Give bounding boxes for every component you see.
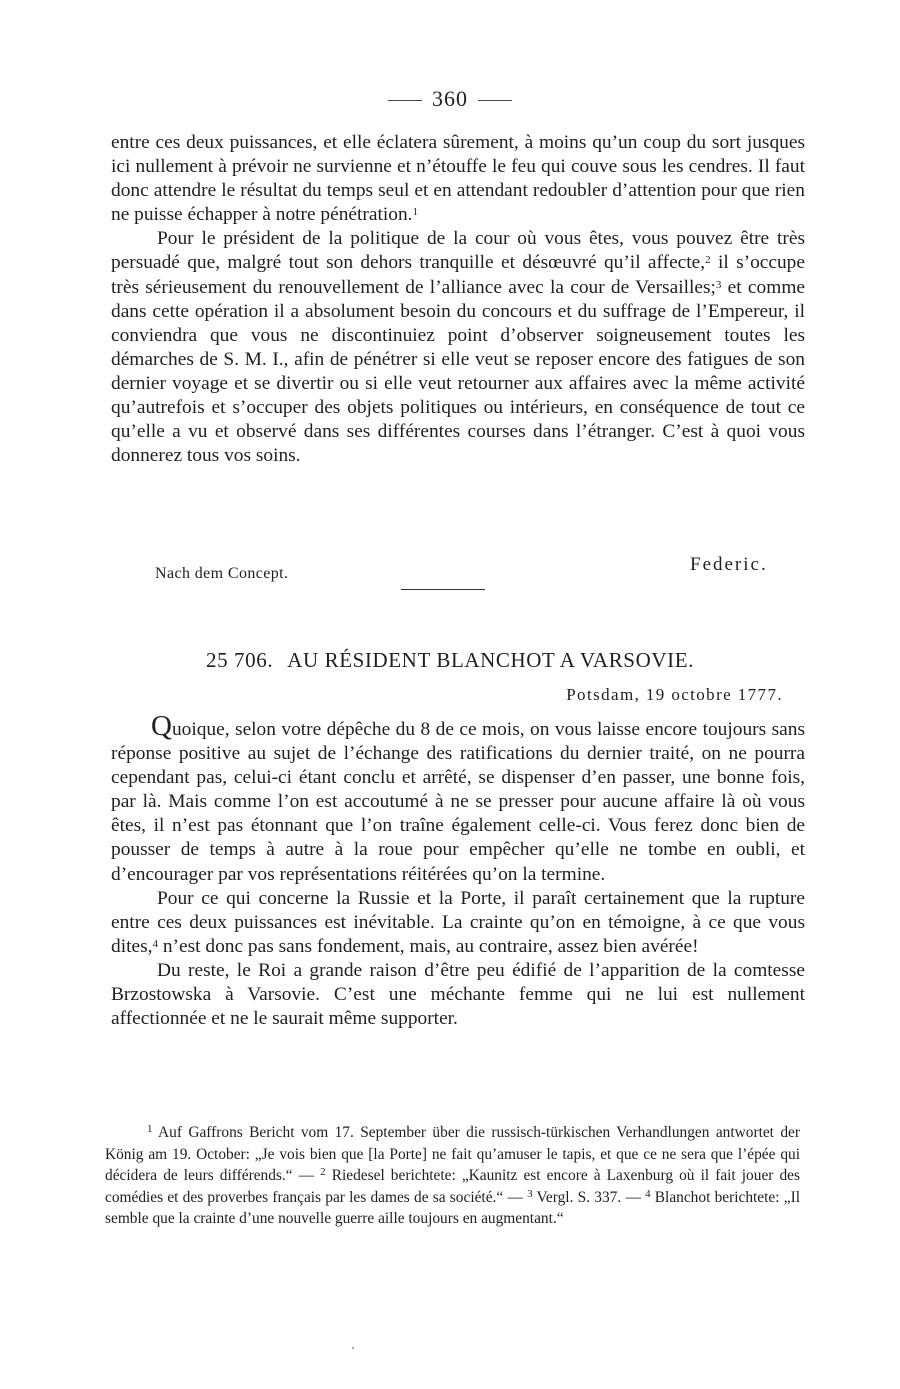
scan-speck	[352, 1347, 354, 1349]
letter-number: 25 706.	[206, 648, 274, 672]
signature: Federic.	[690, 554, 768, 575]
footnotes	[105, 1122, 800, 1230]
section-divider	[401, 589, 485, 590]
footnote-marker: 4	[152, 937, 158, 950]
paragraph: Quoique, selon votre dépêche du 8 de ce mois, on vous laisse encore toujours sans réponse positive au sujet de l’échange des ratifications du dernier traité, on ne pourra cependant pas, celui-ci étant conclu et arrêté, se dispenser d’en passer, une bonne fois, par là. Mais comme l’on est accoutumé à ne se presser pour aucune affaire là où vous êtes, il n’est pas étonnant que l’on traîne également celle-ci. Vous ferez donc bien de pousser de temps à autre à la roue pour empêcher qu’elle ne tombe en oubli, et d’encourager par vos représentations réitérées qu’on la termine.	[111, 710, 805, 885]
footnote-text: $^1$ Auf Gaffrons Bericht vom 17. September über die russisch-türkischen Verhandlungen antwortet der König am 19. October: „Je vois bien que [la Porte] ne fait qu’amuser le tapis, et que ce ne sera que l’épée qui décidera de leurs différends.“ — $^2$ Riedesel berichtete: „Kaunitz est encore à Laxenburg où il fait jouer des comédies et des proverbes français par les dames de sa société.“ — $^3$ Vergl. S. 337. — $^4$ Blanchot berichtete: „Il semble que la crainte d’une nouvelle guerre aille toujours en augmentant.“	[105, 1123, 801, 1228]
letter-heading	[0, 648, 900, 673]
paragraph: Pour le président de la politique de la cour où vous êtes, vous pouvez être très persuadé que, malgré tout son dehors tranquille et désœuvré qu’il affecte,$^2$ il s’occupe très sérieusement du renouvellement de l’alliance avec la cour de Versailles;$^3$ et comme dans cette opération il a absolument besoin du concours et du suffrage de l’Empereur, il conviendra que vous ne discontinuiez point d’observer soigneusement toutes les démarches de S. M. I., afin de pénétrer si elle veut se reposer encore des fatigues de son dernier voyage et se divertir ou si elle veut retourner aux affaires avec la même activité qu’autrefois et s’occuper des objets politiques ou intérieurs, en conséquence de tout ce qu’elle a vu et observé dans ses différentes courses dans l’étranger. C’est à quoi vous donnerez tous vos soins.	[111, 228, 806, 467]
letter-body	[111, 710, 805, 1031]
footnote-marker: 2	[320, 1166, 326, 1179]
page-number-dash-left	[388, 100, 422, 101]
footnote-marker: 3	[527, 1187, 533, 1200]
page-number	[0, 86, 900, 112]
footnote-marker: 1	[147, 1123, 153, 1135]
letter-title: AU RÉSIDENT BLANCHOT A VARSOVIE.	[287, 648, 694, 672]
continuation-text	[111, 131, 805, 468]
place-date: Potsdam, 19 octobre 1777.	[566, 685, 783, 704]
paragraph: Du reste, le Roi a grande raison d’être peu édifié de l’apparition de la comtesse Brzostowska à Varsovie. C’est une méchante femme qui ne lui est nullement affectionnée et ne le saurait même supporter.	[111, 959, 805, 1030]
footnote-marker: 3	[715, 278, 722, 291]
paragraph: Pour ce qui concerne la Russie et la Porte, il paraît certainement que la rupture entre ces deux puissances est inévitable. La crainte qu’on en témoigne, à ce que vous dites,$^4$ n’est donc pas sans fondement, mais, au contraire, assez bien avérée!	[111, 887, 805, 957]
initial-letter: Q	[151, 710, 172, 742]
page-number-dash-right	[478, 100, 512, 101]
source-note: Nach dem Concept.	[155, 565, 289, 582]
paragraph: entre ces deux puissances, et elle éclatera sûrement, à moins qu’un coup du sort jusques ici nullement à prévoir ne survienne et n’étouffe le feu qui couve sous les cendres. Il faut donc attendre le résultat du temps seul et en attendant redoubler d’attention pour que rien ne puisse échapper à notre pénétration.$^1$	[111, 132, 805, 226]
page-number-text: 360	[432, 86, 468, 111]
footnote-marker: 4	[645, 1187, 651, 1200]
footnote-marker: 1	[412, 206, 419, 219]
footnote-marker: 2	[705, 254, 711, 267]
